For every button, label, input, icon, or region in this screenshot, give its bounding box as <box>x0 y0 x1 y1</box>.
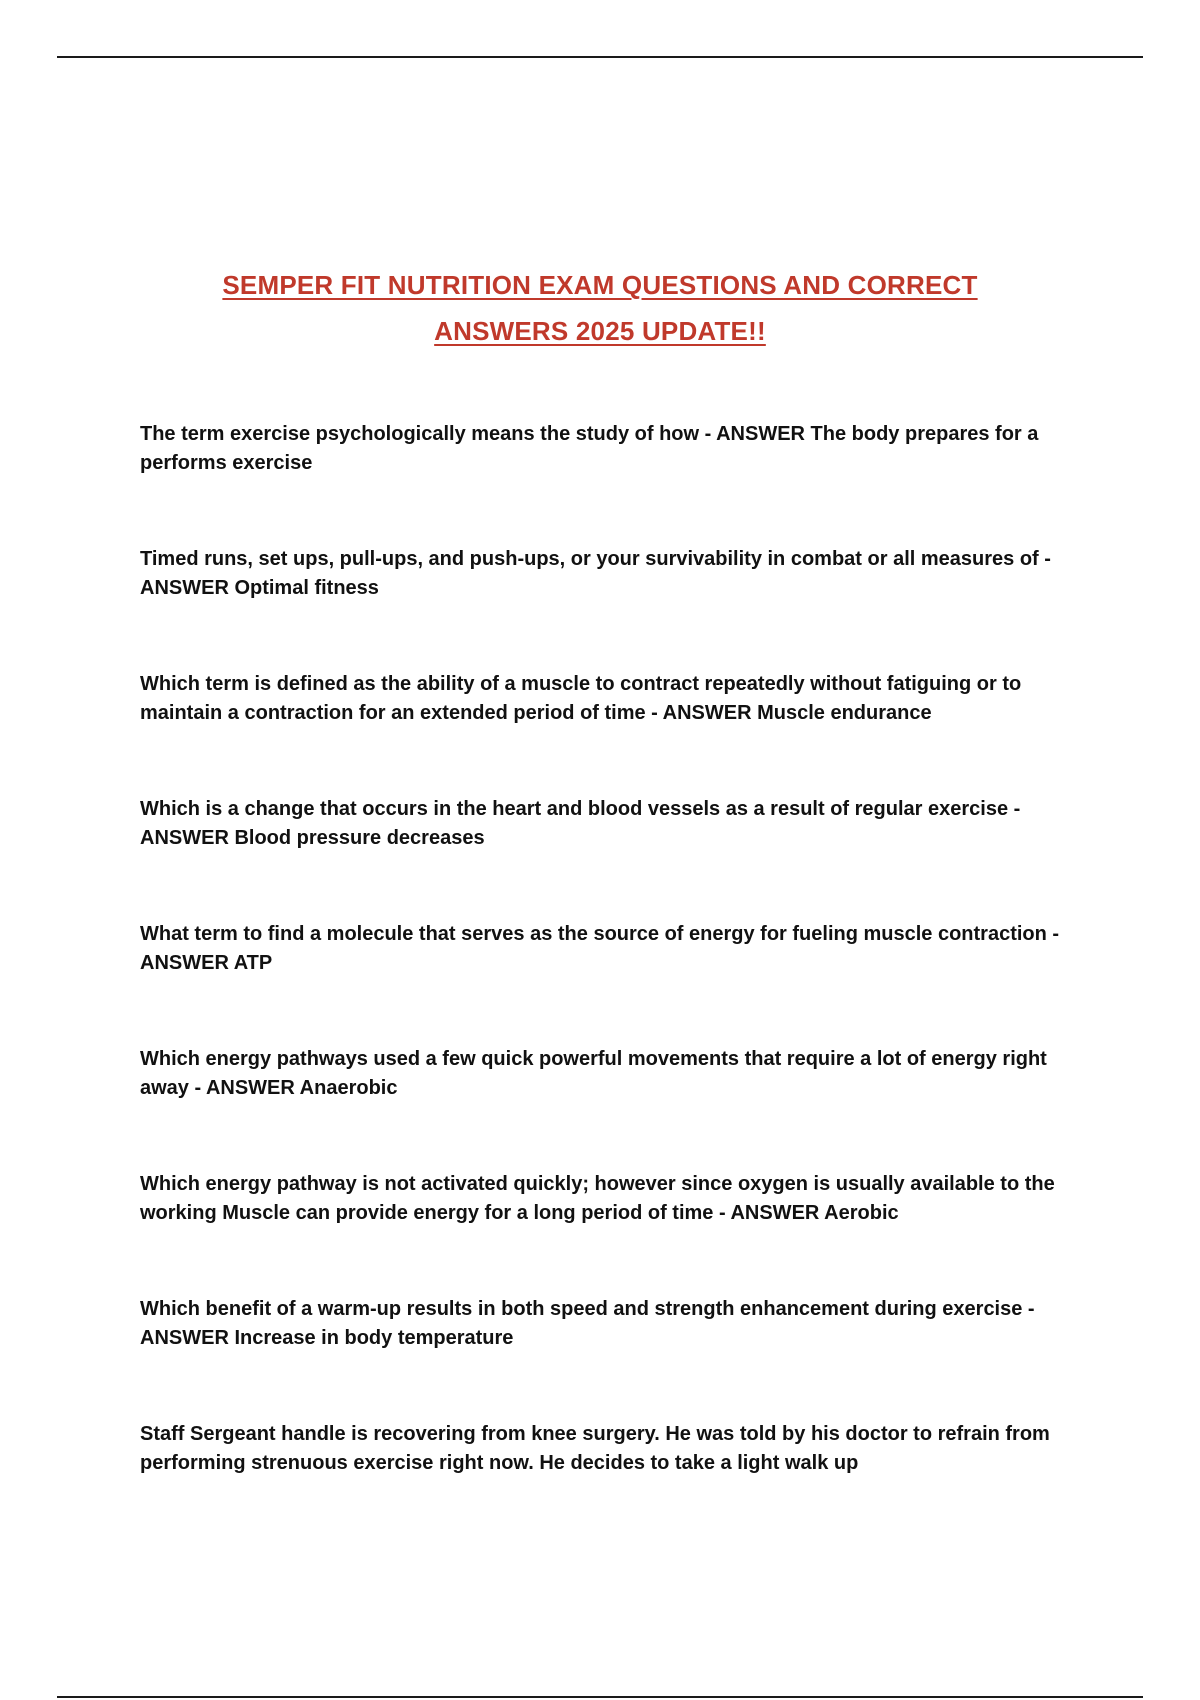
top-rule <box>57 56 1143 58</box>
qa-item-1: The term exercise psychologically means the study of how - ANSWER The body prepares for a performs exercise <box>140 423 1039 474</box>
document-title <box>130 262 1070 354</box>
qa-item-5: What term to find a molecule that serves as the source of energy for fueling muscle contraction - ANSWER ATP <box>140 923 1060 974</box>
qa-item-7: Which energy pathway is not activated quickly; however since oxygen is usually available to the working Muscle can provide energy for a long period of time - ANSWER Aerobic <box>140 1173 1055 1224</box>
qa-item-6: Which energy pathways used a few quick powerful movements that require a lot of energy right away - ANSWER Anaerobic <box>140 1048 1047 1099</box>
question-answer-list <box>140 420 1070 1545</box>
qa-item-2: Timed runs, set ups, pull-ups, and push-ups, or your survivability in combat or all measures of - ANSWER Optimal fitness <box>140 548 1051 599</box>
qa-item-8: Which benefit of a warm-up results in both speed and strength enhancement during exercise - ANSWER Increase in body temperature <box>140 1298 1035 1349</box>
bottom-rule <box>57 1696 1143 1698</box>
qa-item-4: Which is a change that occurs in the heart and blood vessels as a result of regular exercise - ANSWER Blood pressure decreases <box>140 798 1021 849</box>
qa-item-3: Which term is defined as the ability of a muscle to contract repeatedly without fatiguing or to maintain a contraction for an extended period of time - ANSWER Muscle endurance <box>140 673 1022 724</box>
qa-item-9: Staff Sergeant handle is recovering from knee surgery. He was told by his doctor to refrain from performing strenuous exercise right now. He decides to take a light walk up <box>140 1423 1050 1474</box>
title-line-1: SEMPER FIT NUTRITION EXAM QUESTIONS AND CORRECT <box>222 270 978 300</box>
title-line-2: ANSWERS 2025 UPDATE!! <box>434 316 766 346</box>
